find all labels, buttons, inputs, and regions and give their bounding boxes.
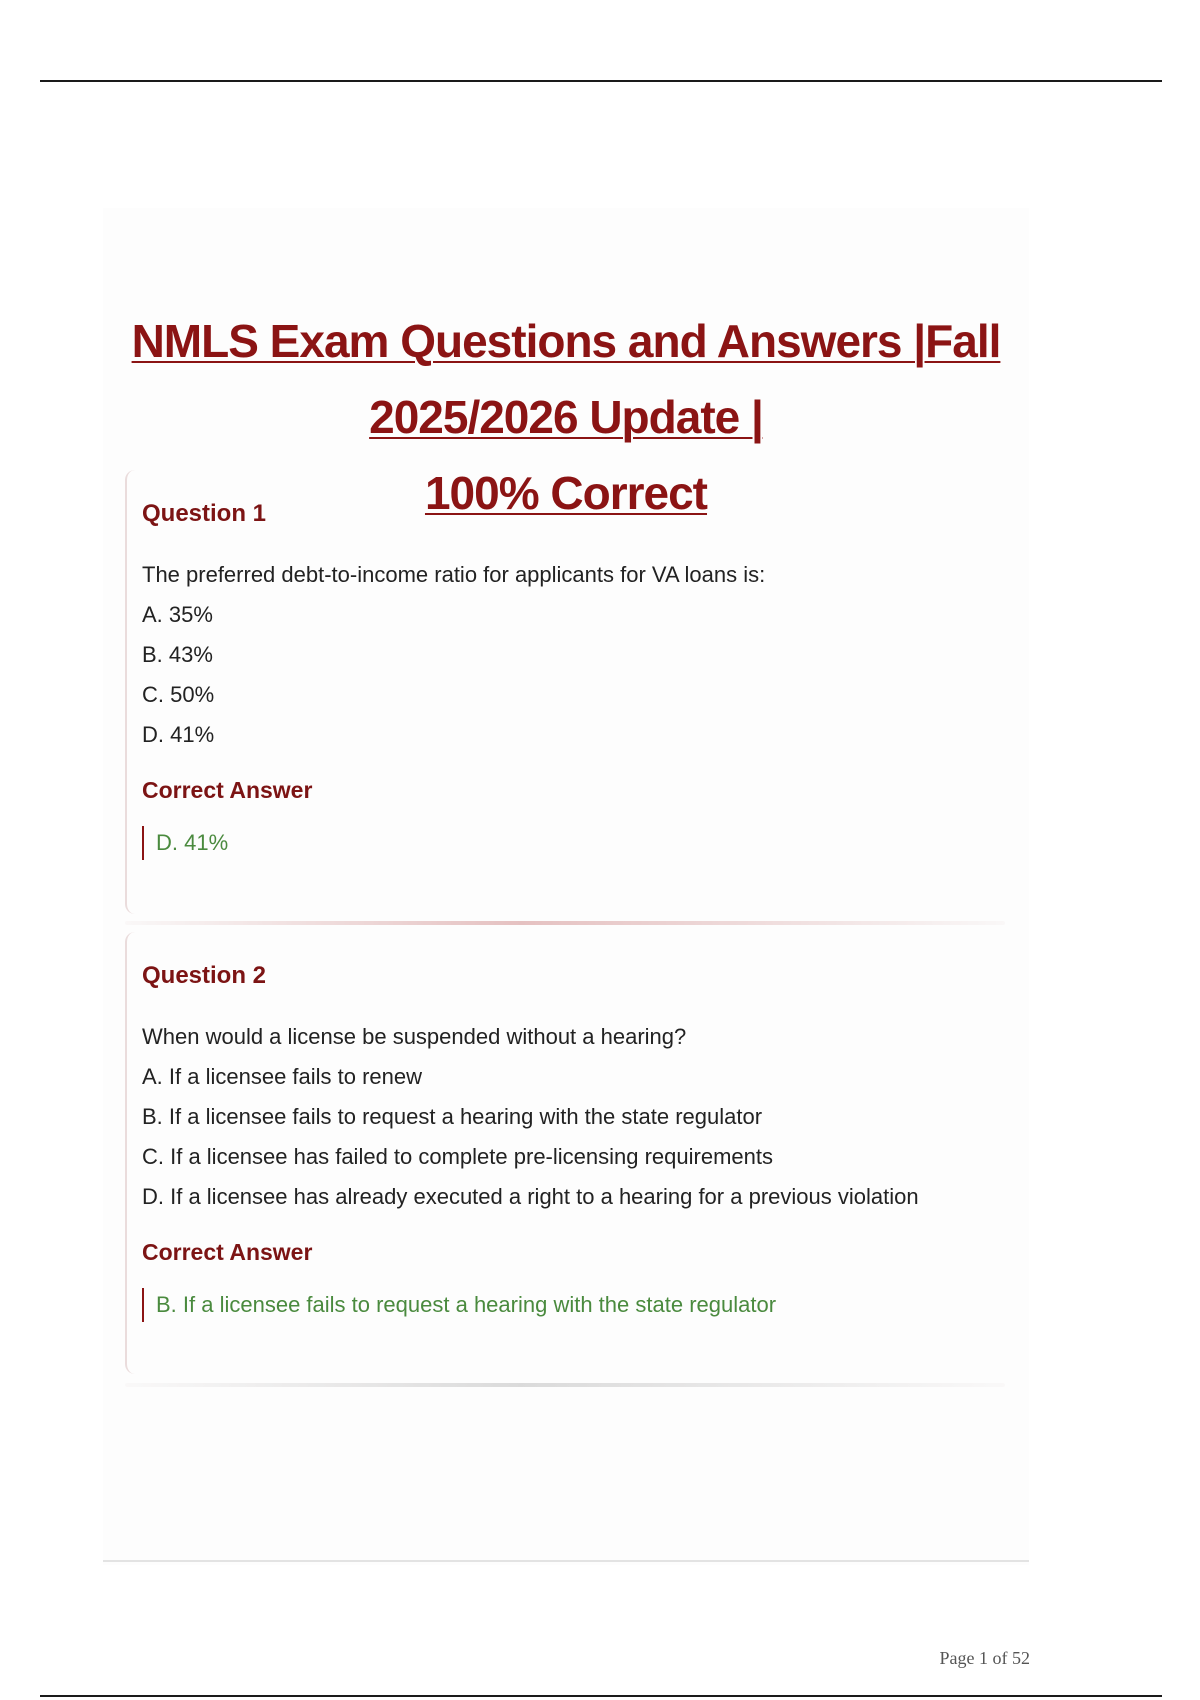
correct-answer-value: B. If a licensee fails to request a hearing with the state regulator	[142, 1288, 776, 1322]
option-a: A. 35%	[142, 602, 213, 627]
bottom-rule	[40, 1695, 1162, 1697]
option-d: D. If a licensee has already executed a right to a hearing for a previous violation	[142, 1184, 919, 1209]
question-label: Question 1	[142, 500, 267, 527]
question-card	[125, 470, 1007, 914]
correct-answer-label: Correct Answer	[142, 777, 313, 803]
question-body	[142, 1017, 919, 1217]
option-d: D. 41%	[142, 722, 215, 747]
question-divider	[125, 921, 1005, 925]
question-prompt: When would a license be suspended without a hearing?	[142, 1024, 687, 1049]
correct-answer-value: D. 41%	[142, 826, 228, 860]
option-b: B. 43%	[142, 642, 213, 667]
question-label: Question 2	[142, 962, 267, 989]
question-prompt: The preferred debt-to-income ratio for applicants for VA loans is:	[142, 562, 766, 587]
question-card	[125, 932, 1007, 1374]
option-b: B. If a licensee fails to request a hearing with the state regulator	[142, 1104, 763, 1129]
question-body	[142, 555, 765, 755]
option-c: C. 50%	[142, 682, 215, 707]
option-c: C. If a licensee has failed to complete pre-licensing requirements	[142, 1144, 773, 1169]
correct-answer-label: Correct Answer	[142, 1239, 313, 1265]
footer-divider	[103, 1560, 1029, 1562]
title-line-1: NMLS Exam Questions and Answers |Fall 2025/2026 Update |	[131, 315, 1001, 443]
document-page	[103, 208, 1029, 1565]
title-line-2: 100% Correct	[424, 467, 708, 519]
top-rule	[40, 80, 1162, 82]
question-divider	[125, 1383, 1005, 1387]
page-number: Page 1 of 52	[939, 1648, 1030, 1668]
option-a: A. If a licensee fails to renew	[142, 1064, 423, 1089]
